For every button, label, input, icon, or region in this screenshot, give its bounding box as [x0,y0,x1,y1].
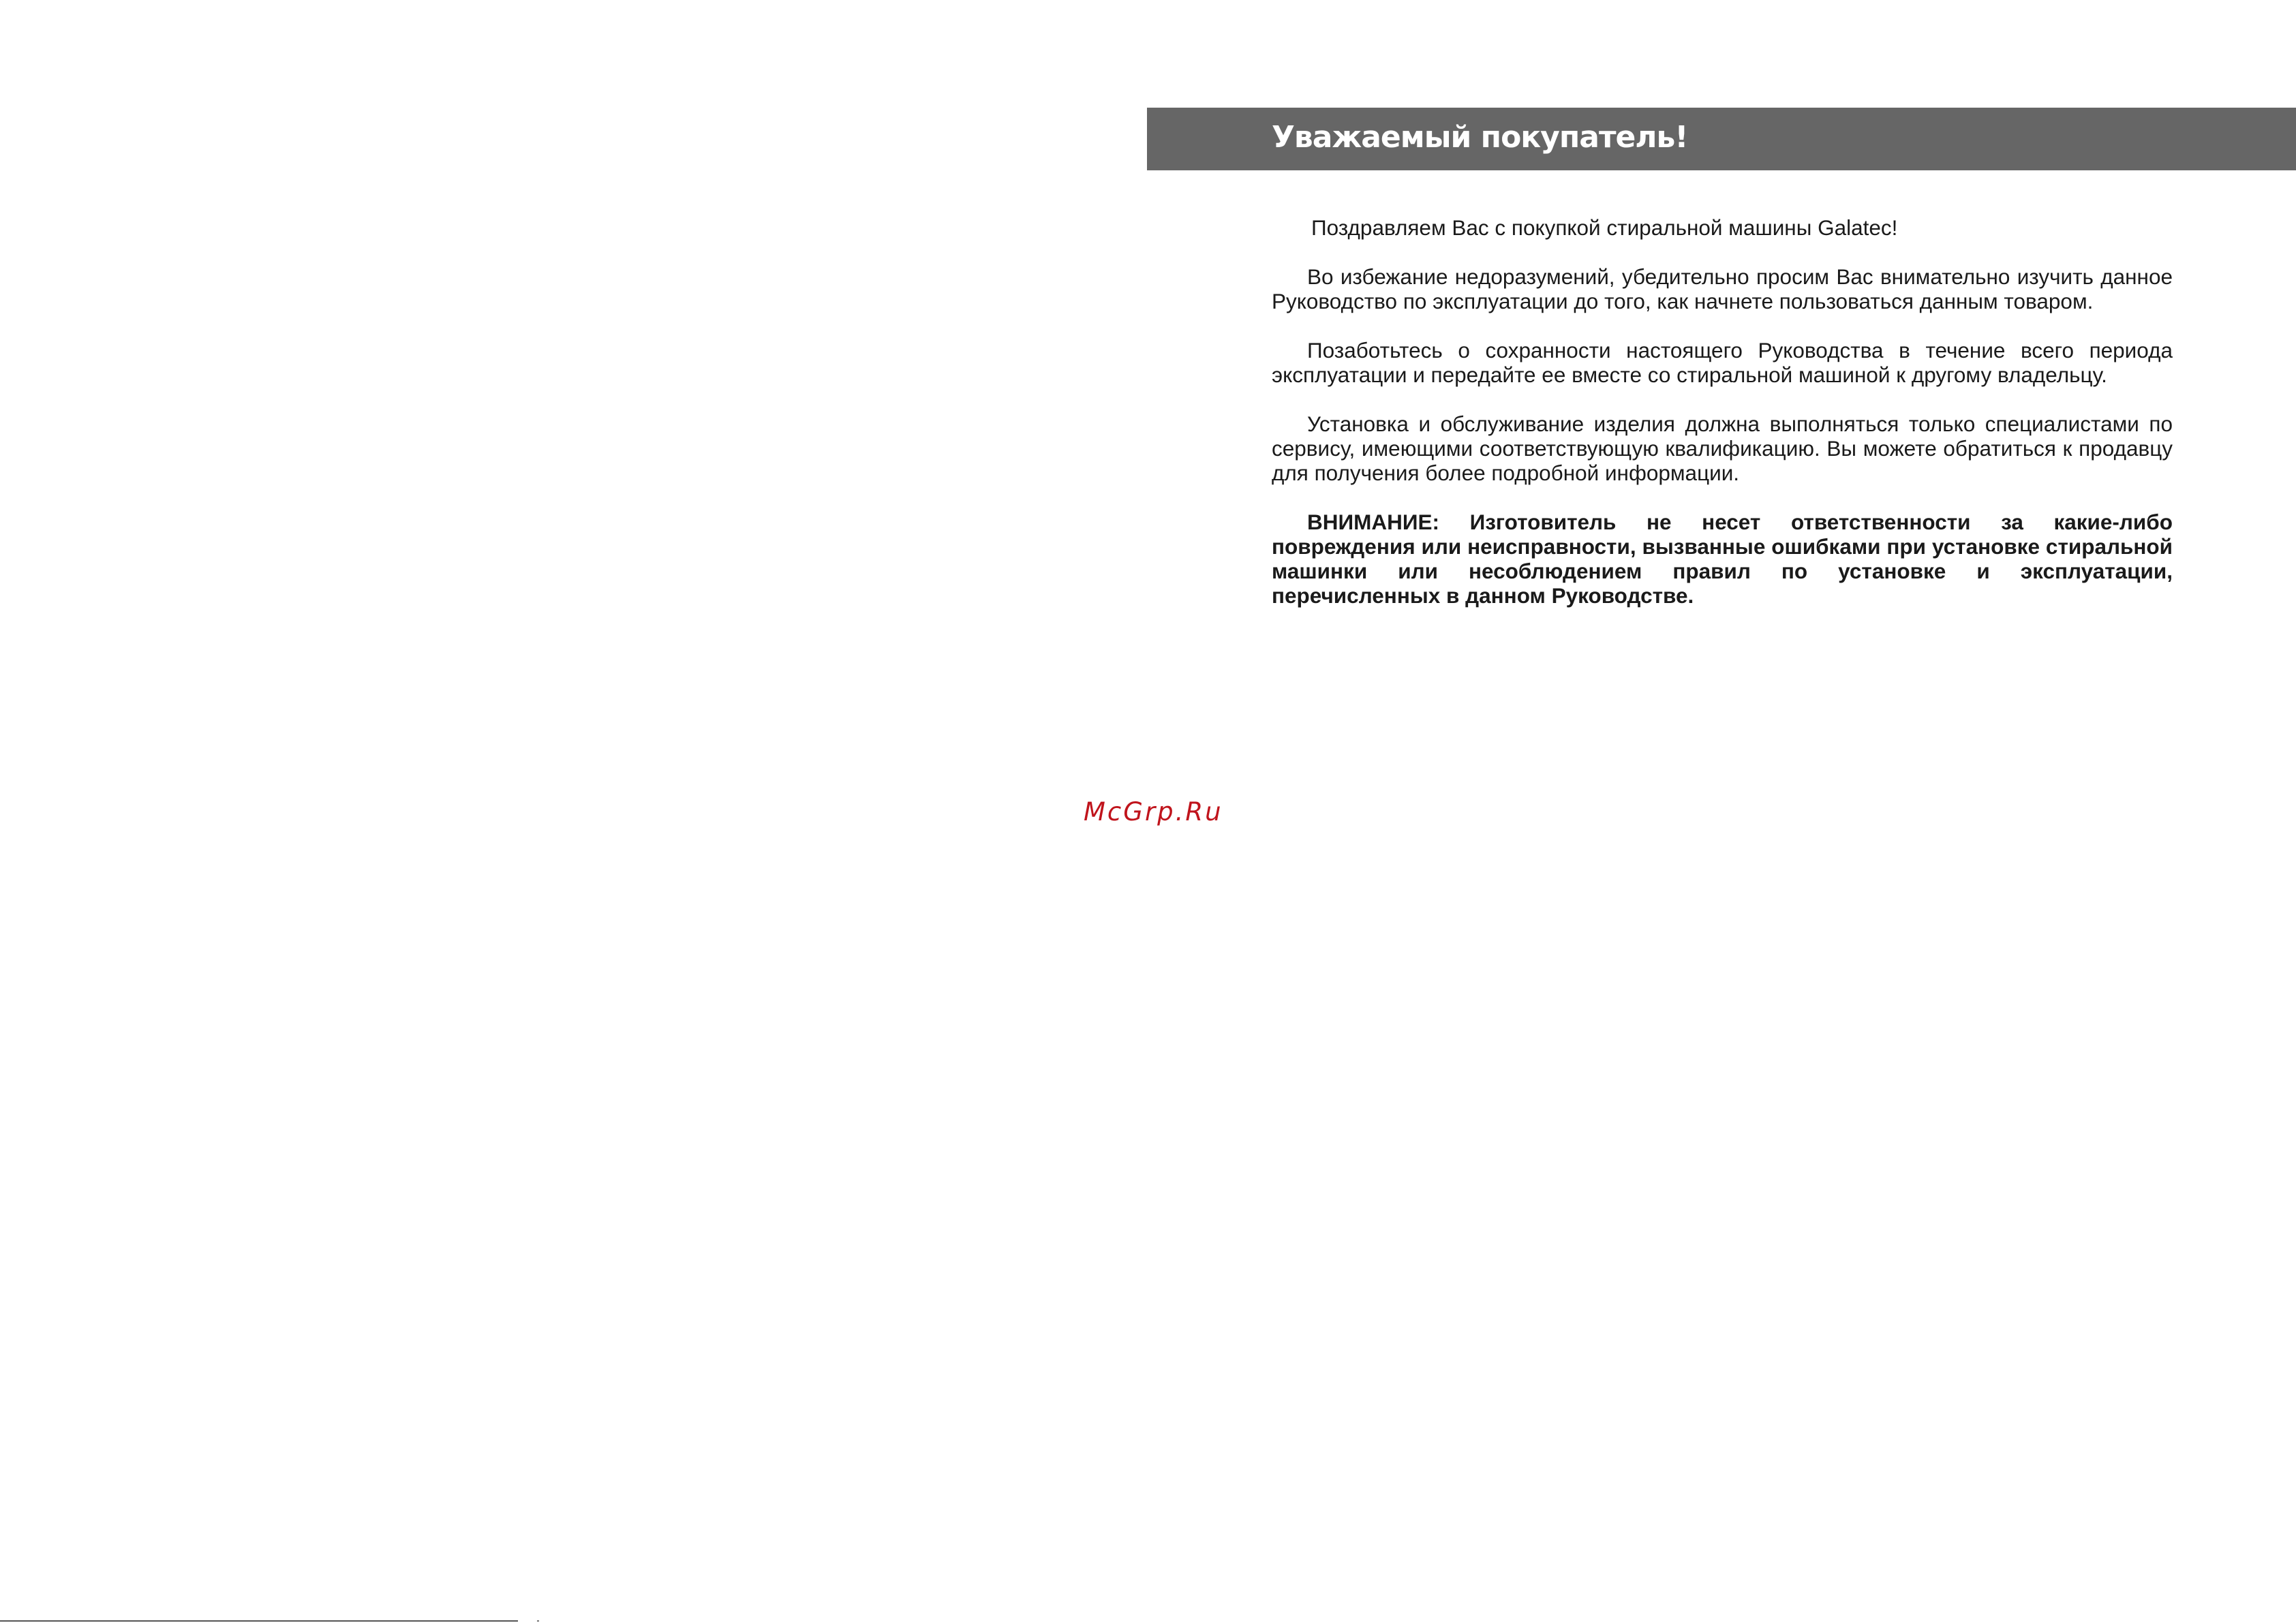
paragraph-keep-manual: Позаботьтесь о сохранности настоящего Руководства в течение всего периода эксплуатации и передайте ее вместе со стиральной машиной к другому владельцу. [1272,338,2173,387]
paragraph-service: Установка и обслуживание изделия должна выполняться только специалистами по сервису, имеющими соответствующую квалификацию. Вы можете обратиться к продавцу для получения более подробной информации. [1272,412,2173,485]
footer-divider [0,1620,518,1622]
document-body [1272,215,2173,632]
page-title: Уважаемый покупатель! [1272,120,1688,155]
paragraph-read-manual: Во избежание недоразумений, убедительно просим Вас внимательно изучить данное Руководство по эксплуатации до того, как начнете пользоваться данным товаром. [1272,264,2173,313]
footer-mark [537,1620,539,1622]
section-header-bar [1147,108,2296,170]
watermark-text: McGrp.Ru [1084,797,1223,826]
paragraph-greeting: Поздравляем Вас с покупкой стиральной машины Galatec! [1311,215,1898,240]
warning-paragraph: ВНИМАНИЕ: Изготовитель не несет ответственности за какие-либо повреждения или неисправности, вызванные ошибками при установке стиральной машинки или несоблюдением правил по установке и эксплуатации, перечисленных в данном Руководстве. [1272,510,2173,608]
